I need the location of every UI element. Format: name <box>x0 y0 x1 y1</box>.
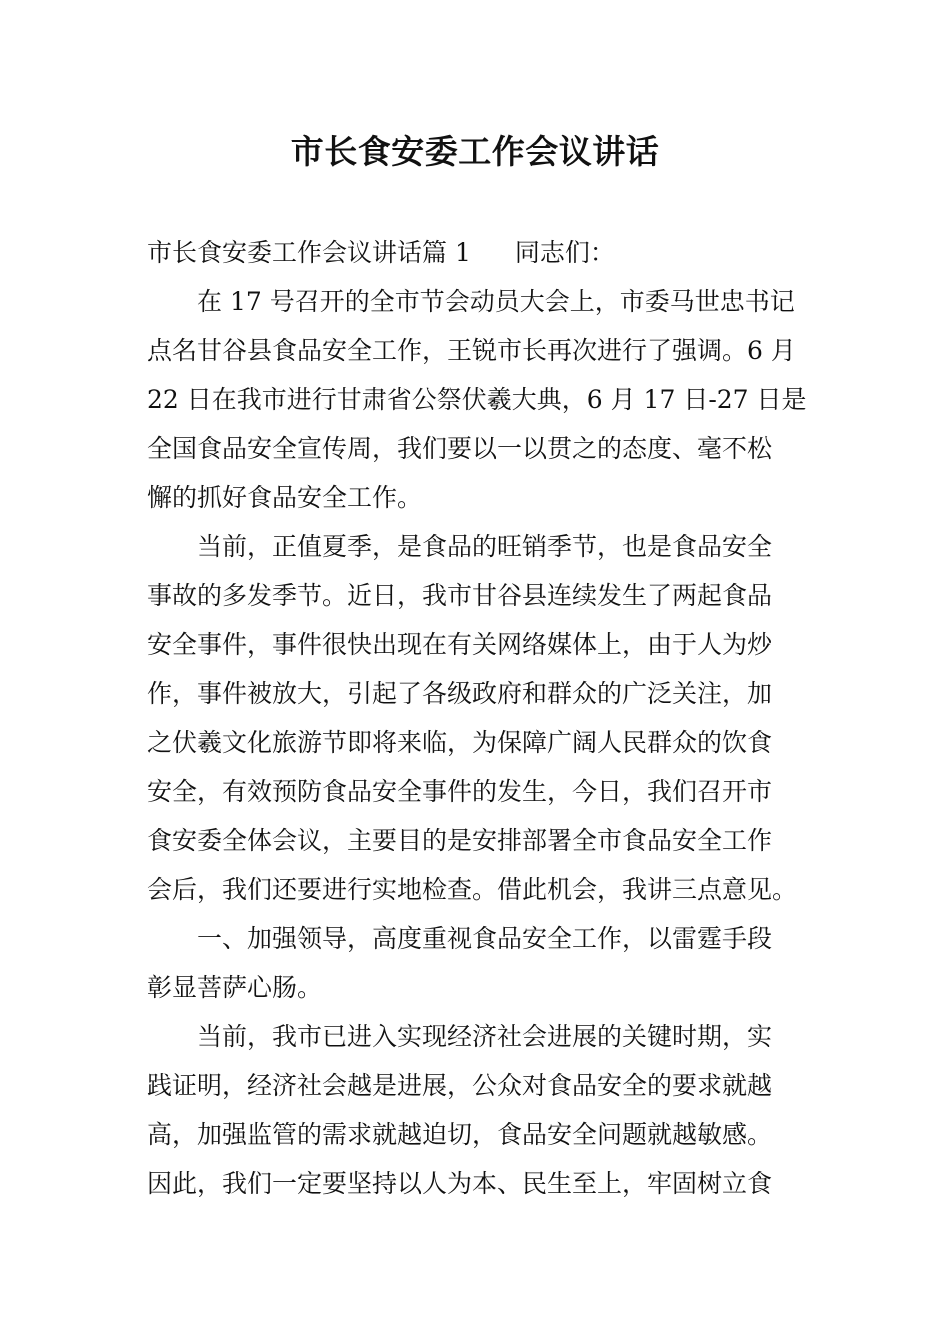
paragraph-line: 当前，正值夏季，是食品的旺销季节，也是食品安全 <box>197 532 773 561</box>
document-body <box>147 228 807 1208</box>
paragraph <box>147 277 807 522</box>
section-heading <box>147 914 807 1012</box>
paragraph-line: 一、加强领导，高度重视食品安全工作，以雷霆手段 <box>197 924 773 953</box>
paragraph-line: 安全事件，事件很快出现在有关网络媒体上，由于人为炒 <box>147 630 773 659</box>
paragraph-line: 彰显菩萨心肠。 <box>147 973 323 1002</box>
paragraph-line: 会后，我们还要进行实地检查。借此机会，我讲三点意见。 <box>147 875 798 904</box>
paragraph-line: 事故的多发季节。近日，我市甘谷县连续发生了两起食品 <box>147 581 773 610</box>
paragraph-line: 作，事件被放大，引起了各级政府和群众的广泛关注，加 <box>147 679 773 708</box>
paragraph-line: 践证明，经济社会越是进展，公众对食品安全的要求就越 <box>147 1071 773 1100</box>
heading-line <box>147 228 807 277</box>
paragraph-line: 在 17 号召开的全市节会动员大会上，市委马世忠书记 <box>197 287 795 316</box>
paragraph-line: 懈的抓好食品安全工作。 <box>147 483 423 512</box>
paragraph-line: 点名甘谷县食品安全工作，王锐市长再次进行了强调。6 月 <box>147 336 796 365</box>
paragraph <box>147 522 807 914</box>
heading-text: 市长食安委工作会议讲话篇 1 <box>147 238 471 267</box>
paragraph-line: 之伏羲文化旅游节即将来临，为保障广阔人民群众的饮食 <box>147 728 773 757</box>
paragraph-line: 因此，我们一定要坚持以人为本、民生至上，牢固树立食 <box>147 1169 773 1198</box>
salutation: 同志们： <box>514 238 615 267</box>
paragraph-line: 食安委全体会议，主要目的是安排部署全市食品安全工作 <box>147 826 773 855</box>
paragraph-line: 高，加强监管的需求就越迫切，食品安全问题就越敏感。 <box>147 1120 773 1149</box>
paragraph-line: 22 日在我市进行甘肃省公祭伏羲大典，6 月 17 日-27 日是 <box>147 385 807 414</box>
paragraph <box>147 1012 807 1208</box>
paragraph-line: 当前，我市已进入实现经济社会进展的关键时期，实 <box>197 1022 773 1051</box>
paragraph-line: 全国食品安全宣传周，我们要以一以贯之的态度、毫不松 <box>147 434 773 463</box>
document-title: 市长食安委工作会议讲话 <box>290 132 660 171</box>
paragraph-line: 安全，有效预防食品安全事件的发生，今日，我们召开市 <box>147 777 773 806</box>
